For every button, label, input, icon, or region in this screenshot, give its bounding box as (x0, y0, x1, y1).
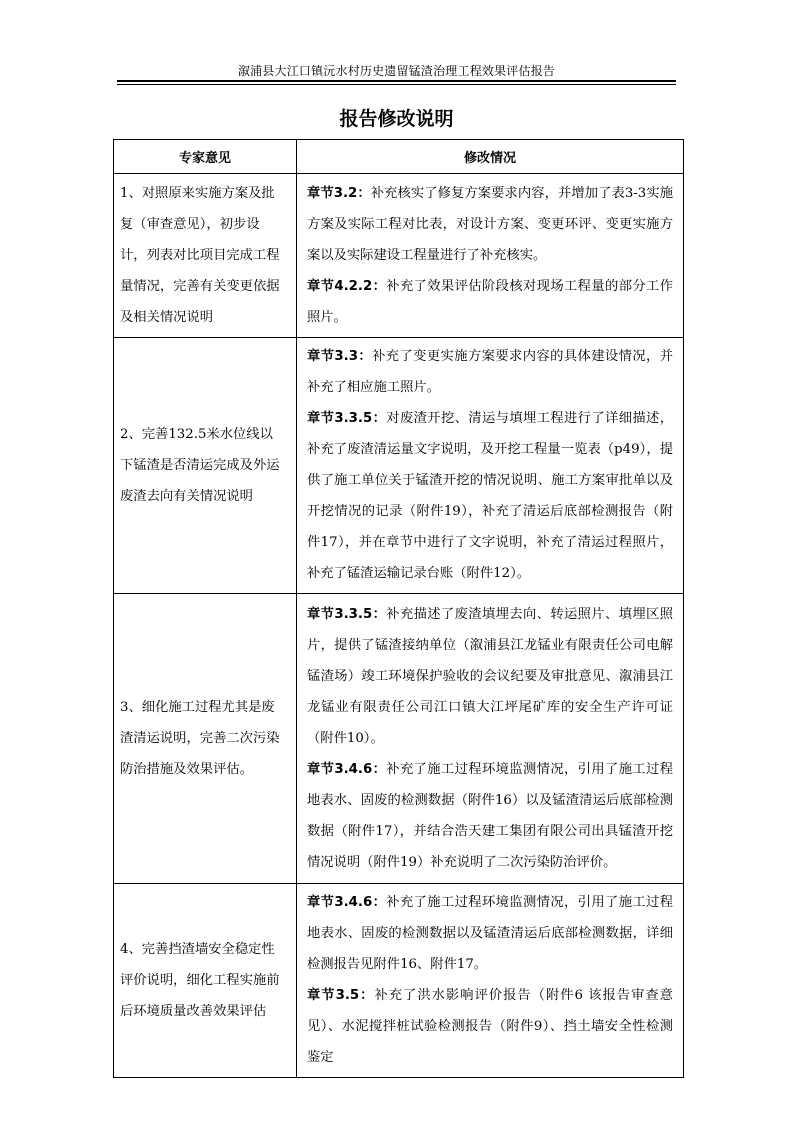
column-header-opinion: 专家意见 (114, 140, 297, 174)
chapter-ref: 章节3.4.6： (307, 895, 387, 910)
column-header-changes: 修改情况 (297, 140, 684, 174)
header-rule-thick (117, 80, 676, 82)
header-rule-thin (117, 84, 676, 85)
table-row (114, 338, 684, 594)
revision-cell (297, 884, 684, 1078)
expert-opinion-cell: 2、完善132.5米水位线以下锰渣是否清运完成及外运废渣去向有关情况说明 (114, 338, 297, 594)
revision-text: 对废渣开挖、清运与填埋工程进行了详细描述，补充了废渣清运量文字说明，及开挖工程量一览表（p49），提供了施工单位关于锰渣开挖的情况说明、施工方案审批单以及开挖情况的记录（附件19），补充了清运后底部检测报告（附件17），并在章节中进行了文字说明，补充了清运过程照片，补充了锰渣运输记录台账（附件12）。 (307, 411, 674, 581)
table-header-row (114, 140, 684, 174)
chapter-ref: 章节3.3.5： (307, 606, 387, 622)
revision-text: 补充了效果评估阶段核对现场工程量的部分工作照片。 (307, 278, 674, 325)
table-row (114, 174, 684, 338)
chapter-ref: 章节3.3.5： (307, 411, 387, 426)
revision-cell (297, 174, 684, 338)
revision-text: 补充了洪水影响评价报告（附件6 该报告审查意见）、水泥搅拌桩试验检测报告（附件9）、挡土墙安全性检测鉴定 (307, 988, 673, 1065)
revision-entry (307, 980, 673, 1073)
revision-text: 补充核实了修复方案要求内容，并增加了表3-3实施方案及实际工程对比表，对设计方案、变更环评、变更实施方案以及实际建设工程量进行了补充核实。 (307, 185, 673, 263)
revision-entry (307, 599, 673, 754)
revision-cell (297, 594, 684, 884)
revision-entry (307, 271, 673, 333)
expert-opinion-cell: 1、对照原来实施方案及批复（审查意见），初步设计，列表对比项目完成工程量情况，完善有关变更依据及相关情况说明 (114, 174, 297, 338)
chapter-ref: 章节3.3： (307, 349, 373, 364)
revision-entry (307, 178, 673, 271)
revision-text: 补充了变更实施方案要求内容的具体建设情况，并补充了相应施工照片。 (307, 349, 674, 395)
expert-opinion-cell: 4、完善挡渣墙安全稳定性评价说明，细化工程实施前后环境质量改善效果评估 (114, 884, 297, 1078)
table-row (114, 884, 684, 1078)
revision-cell (297, 338, 684, 594)
expert-opinion-cell: 3、细化施工过程尤其是废渣清运说明，完善二次污染防治措施及效果评估。 (114, 594, 297, 884)
revision-text: 补充了施工过程环境监测情况，引用了施工过程地表水、固废的检测数据（附件16）以及锰渣清运后底部检测数据（附件17），并结合浩天建工集团有限公司出具锰渣开挖情况说明（附件19）补充说明了二次污染防治评价。 (307, 761, 674, 870)
chapter-ref: 章节3.4.6： (307, 761, 387, 777)
table-row (114, 594, 684, 884)
revision-table (113, 139, 684, 1078)
revision-entry (307, 341, 673, 403)
chapter-ref: 章节3.2： (307, 185, 371, 201)
page-title: 报告修改说明 (339, 108, 454, 130)
chapter-ref: 章节3.5： (307, 988, 375, 1003)
revision-text: 补充了施工过程环境监测情况，引用了施工过程地表水、固废的检测数据以及锰渣清运后底部检测数据，详细检测报告见附件16、附件17。 (307, 895, 674, 972)
revision-entry (307, 887, 673, 980)
revision-text: 补充描述了废渣填埋去向、转运照片、填埋区照片，提供了锰渣接纳单位（溆浦县江龙锰业有限责任公司电解锰渣场）竣工环境保护验收的会议纪要及审批意见、溆浦县江龙锰业有限责任公司江口镇大江坪尾矿库的安全生产许可证（附件10）。 (307, 606, 674, 746)
chapter-ref: 章节4.2.2： (307, 278, 387, 294)
running-header: 溆浦县大江口镇沅水村历史遗留锰渣治理工程效果评估报告 (237, 64, 556, 78)
revision-entry (307, 754, 673, 878)
revision-entry (307, 403, 673, 589)
